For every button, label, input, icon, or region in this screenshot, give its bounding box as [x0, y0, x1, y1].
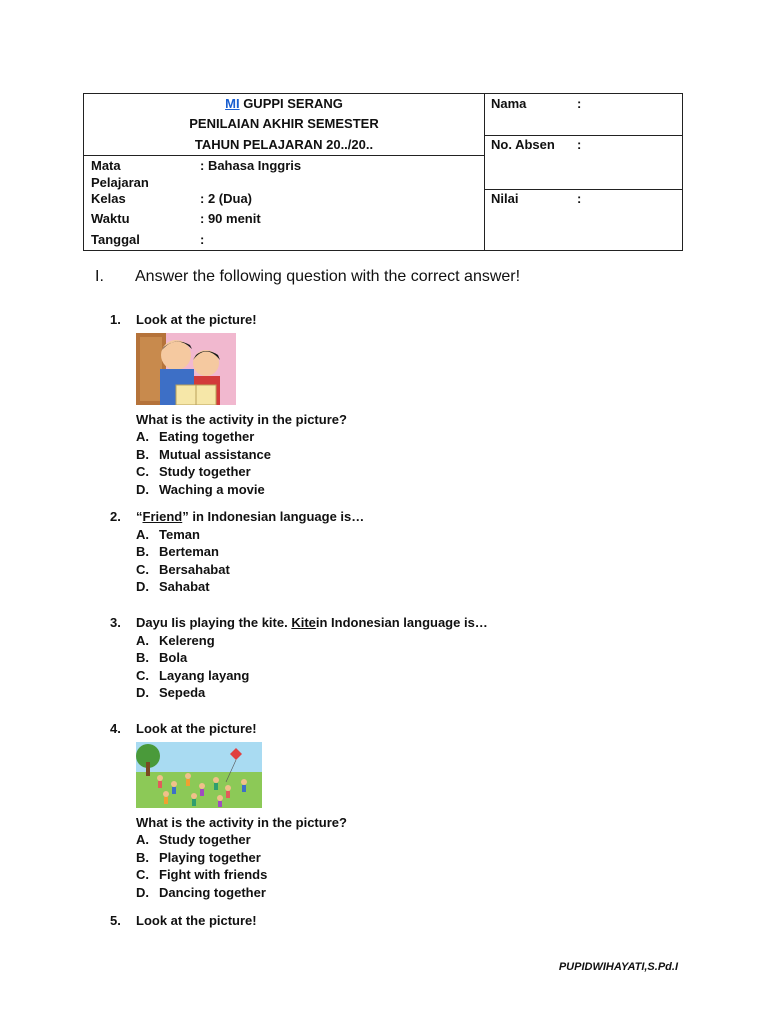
answer-option: C. Fight with friends	[136, 867, 268, 883]
field-label-class: Kelas	[91, 191, 126, 206]
field-label-absen: No. Absen	[491, 137, 555, 152]
answer-option: B. Bola	[136, 650, 188, 666]
answer-option: B. Mutual assistance	[136, 446, 271, 462]
answer-option: C. Bersahabat	[136, 561, 230, 577]
answer-option: A. Eating together	[136, 429, 255, 445]
answer-option: D. Sahabat	[136, 579, 210, 595]
question-number: 4.	[110, 721, 121, 736]
question-number: 3.	[110, 615, 121, 630]
table-divider	[484, 189, 682, 190]
field-value-subject: : Bahasa Inggris	[200, 158, 302, 173]
field-label-time: Waktu	[91, 211, 130, 226]
table-divider	[484, 94, 485, 250]
question-prompt: Look at the picture!	[136, 913, 257, 928]
field-value-date: :	[200, 232, 205, 247]
table-divider	[484, 135, 682, 136]
field-label-subject-2: Pelajaran	[91, 175, 149, 190]
question-prompt: Dayu Iis playing the kite. Kitein Indonesian language is…	[136, 615, 488, 630]
question-number: 5.	[110, 913, 121, 928]
question-subprompt: What is the activity in the picture?	[136, 411, 347, 427]
header-table	[83, 93, 683, 251]
field-label-date: Tanggal	[91, 232, 140, 247]
answer-option: B. Playing together	[136, 849, 261, 865]
question-prompt: Look at the picture!	[136, 312, 257, 327]
field-value-absen: :	[577, 137, 582, 152]
question-number: 2.	[110, 509, 121, 524]
field-value-name: :	[577, 96, 582, 111]
illustration-study-together	[136, 333, 236, 405]
answer-option: A. Teman	[136, 526, 200, 542]
answer-option: D. Dancing together	[136, 884, 266, 900]
answer-option: C. Study together	[136, 464, 251, 480]
answer-option: A. Kelereng	[136, 632, 215, 648]
question-prompt: Look at the picture!	[136, 721, 257, 736]
answer-option: C. Layang layang	[136, 667, 250, 683]
author-footer: PUPIDWIHAYATI,S.Pd.I	[558, 961, 678, 973]
answer-option: D. Sepeda	[136, 685, 206, 701]
field-value-class: : 2 (Dua)	[200, 191, 252, 206]
section-number: I.	[95, 268, 104, 285]
academic-year: TAHUN PELAJARAN 20../20..	[194, 137, 374, 152]
answer-option: B. Berteman	[136, 544, 219, 560]
field-label-name: Nama	[491, 96, 527, 111]
illustration-playing-together	[136, 742, 262, 808]
field-label-subject: Mata	[91, 158, 121, 173]
question-prompt: “Friend” in Indonesian language is…	[136, 509, 365, 524]
field-label-score: Nilai	[491, 191, 519, 206]
answer-option: A. Study together	[136, 832, 251, 848]
table-divider	[84, 155, 484, 156]
field-value-score: :	[577, 191, 582, 206]
answer-option: D. Waching a movie	[136, 481, 265, 497]
school-name: MI GUPPI SERANG	[225, 96, 343, 111]
question-number: 1.	[110, 312, 121, 327]
field-value-time: : 90 menit	[200, 211, 261, 226]
section-instruction: Answer the following question with the correct answer!	[135, 268, 521, 285]
exam-title: PENILAIAN AKHIR SEMESTER	[189, 116, 379, 131]
question-subprompt: What is the activity in the picture?	[136, 814, 347, 830]
